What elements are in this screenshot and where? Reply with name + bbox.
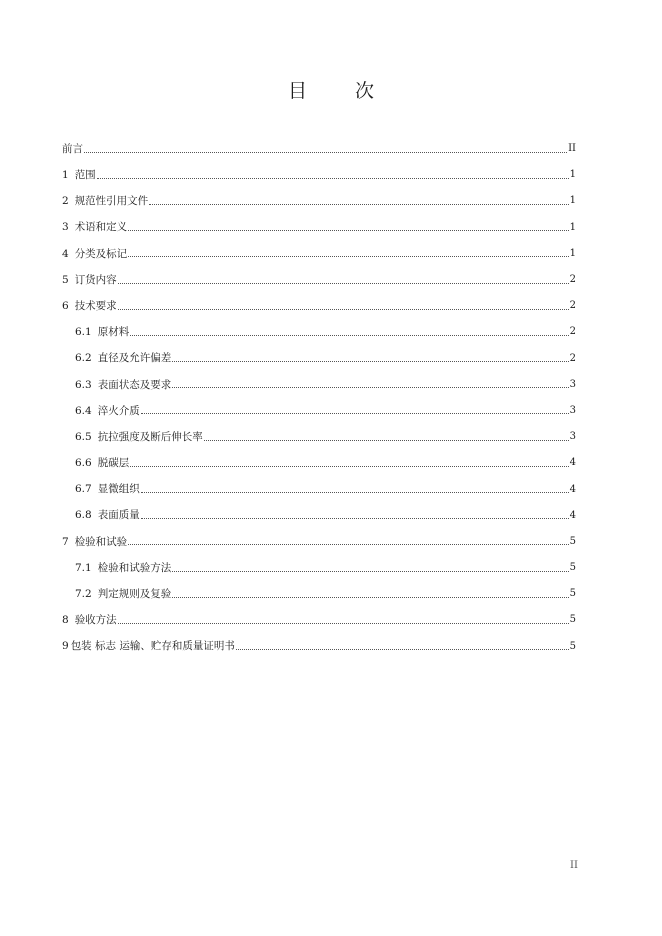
toc-leader [141, 518, 569, 519]
toc-label: 检验和试验 [74, 535, 128, 548]
toc-page: 1 [569, 221, 576, 233]
toc-number: 6.7 [75, 483, 92, 496]
toc-leader [97, 178, 569, 179]
toc-page: 3 [569, 431, 576, 443]
toc-page: II [568, 143, 576, 155]
toc-label: 前言 [62, 142, 83, 155]
toc-row-7-2[interactable] [62, 581, 576, 607]
toc-label: 脱碳层 [97, 457, 130, 470]
toc-leader [130, 466, 568, 467]
toc-number: 6.2 [75, 352, 92, 365]
toc-page: 3 [569, 404, 576, 416]
toc-row-6-1[interactable] [62, 319, 576, 345]
toc-row-6-2[interactable] [62, 346, 576, 372]
toc-label: 验收方法 [74, 614, 117, 627]
toc-page: 2 [569, 352, 576, 364]
toc-row-4[interactable] [62, 241, 576, 267]
toc-number: 6.8 [75, 509, 92, 522]
toc-leader [141, 492, 569, 493]
toc-row-2[interactable] [62, 188, 576, 214]
table-of-contents [62, 136, 576, 660]
toc-label: 抗拉强度及断后伸长率 [97, 430, 203, 443]
toc-row-6-7[interactable] [62, 476, 576, 502]
toc-leader [172, 571, 568, 572]
toc-leader [172, 361, 568, 362]
toc-leader [130, 335, 568, 336]
toc-label: 检验和试验方法 [97, 561, 172, 574]
title-char-2: 次 [355, 80, 375, 102]
toc-row-1[interactable] [62, 162, 576, 188]
toc-number: 6.4 [75, 404, 92, 417]
toc-page: 3 [569, 378, 576, 390]
toc-number: 6.1 [75, 326, 92, 339]
toc-number: 9 [62, 640, 69, 653]
toc-number: 2 [62, 195, 69, 208]
toc-number: 6.5 [75, 430, 92, 443]
toc-label: 分类及标记 [74, 247, 128, 260]
toc-leader [118, 623, 569, 624]
toc-row-6-8[interactable] [62, 503, 576, 529]
toc-page: 1 [569, 247, 576, 259]
toc-row-6[interactable] [62, 293, 576, 319]
toc-leader [236, 649, 569, 650]
toc-page: 2 [569, 300, 576, 312]
toc-page: 1 [569, 169, 576, 181]
toc-page: 5 [569, 588, 576, 600]
toc-leader [84, 152, 567, 153]
toc-row-6-6[interactable] [62, 450, 576, 476]
toc-page: 5 [569, 614, 576, 626]
toc-leader [128, 544, 568, 545]
toc-leader [118, 283, 569, 284]
page-number: II [570, 860, 578, 871]
toc-page: 5 [569, 535, 576, 547]
toc-label: 表面质量 [97, 509, 140, 522]
toc-page: 5 [569, 640, 576, 652]
toc-label: 淬火介质 [97, 404, 140, 417]
toc-page: 4 [569, 483, 576, 495]
toc-row-7[interactable] [62, 529, 576, 555]
toc-row-preface[interactable] [62, 136, 576, 162]
toc-leader [128, 256, 568, 257]
title-char-1: 目 [287, 80, 307, 102]
toc-leader [149, 204, 568, 205]
toc-number: 6.3 [75, 378, 92, 391]
toc-page: 4 [569, 509, 576, 521]
toc-number: 8 [62, 614, 69, 627]
toc-page: 5 [569, 562, 576, 574]
toc-number: 6.6 [75, 457, 92, 470]
toc-page: 4 [569, 457, 576, 469]
toc-row-6-5[interactable] [62, 424, 576, 450]
toc-label: 范围 [74, 169, 96, 182]
toc-leader [204, 440, 569, 441]
toc-label: 判定规则及复验 [97, 588, 172, 601]
toc-label: 直径及允许偏差 [97, 352, 172, 365]
toc-label: 显微组织 [97, 483, 140, 496]
toc-leader [118, 309, 569, 310]
toc-row-5[interactable] [62, 267, 576, 293]
toc-row-6-3[interactable] [62, 372, 576, 398]
toc-number: 3 [62, 221, 69, 234]
toc-number: 1 [62, 169, 69, 182]
toc-row-3[interactable] [62, 215, 576, 241]
toc-number: 5 [62, 273, 69, 286]
toc-page: 2 [569, 326, 576, 338]
toc-label: 原材料 [97, 326, 130, 339]
toc-label: 订货内容 [74, 273, 117, 286]
toc-leader [172, 387, 568, 388]
toc-label: 规范性引用文件 [74, 195, 149, 208]
toc-leader [172, 597, 568, 598]
toc-number: 7.2 [75, 588, 92, 601]
toc-number: 4 [62, 247, 69, 260]
toc-number: 7.1 [75, 561, 92, 574]
page-title [0, 76, 662, 103]
toc-number: 6 [62, 299, 69, 312]
toc-row-8[interactable] [62, 607, 576, 633]
toc-row-9[interactable] [62, 634, 576, 660]
toc-label: 技术要求 [74, 299, 117, 312]
toc-label: 包装 标志 运输、贮存和质量证明书 [70, 640, 235, 653]
toc-leader [141, 413, 569, 414]
toc-row-7-1[interactable] [62, 555, 576, 581]
toc-page: 1 [569, 195, 576, 207]
toc-page: 2 [569, 274, 576, 286]
toc-label: 表面状态及要求 [97, 378, 172, 391]
toc-number: 7 [62, 535, 69, 548]
toc-row-6-4[interactable] [62, 398, 576, 424]
toc-label: 术语和定义 [74, 221, 128, 234]
toc-leader [128, 230, 568, 231]
